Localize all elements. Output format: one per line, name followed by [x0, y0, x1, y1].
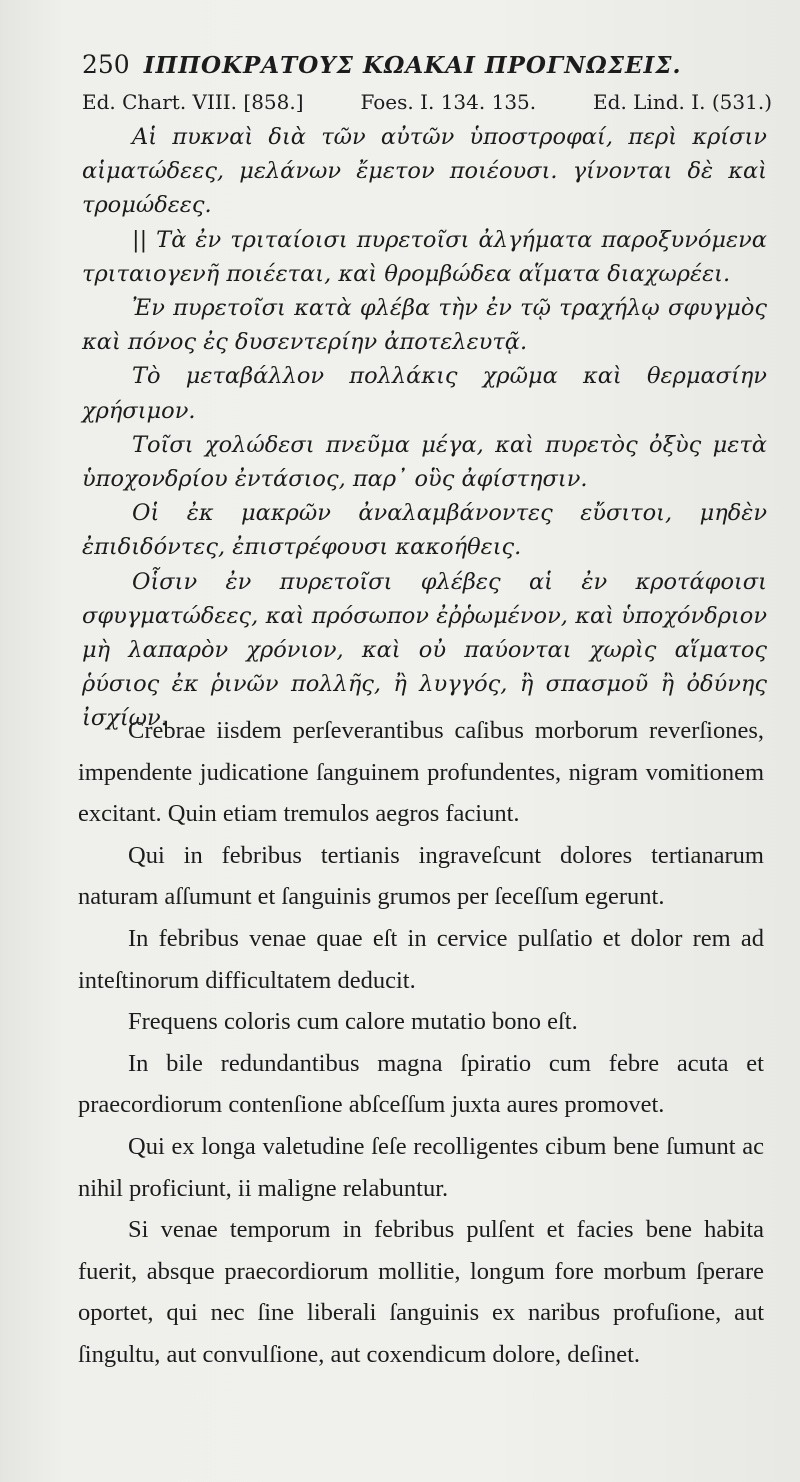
edition-chartier: Ed. Chart. VIII. [858.]	[82, 90, 304, 114]
latin-paragraph: Frequens coloris cum calore mutatio bono eſt.	[128, 1008, 578, 1036]
greek-paragraph: Οἷσιν ἐν πυρετοῖσι φλέβες αἱ ἐν κροτάφοισι σφυγματώδεες, καὶ πρόσωπον ἐῤῥωμένον, καὶ ὑποχόνδριον μὴ λαπαρὸν χρόνιον, καὶ οὐ παύονται χωρὶς αἵματος ῥύσιος ἐκ ῥινῶν πολλῆς, ἢ λυγγός, ἢ σπασμοῦ ἢ ὀδύνης ἰσχίων.	[82, 568, 767, 732]
latin-paragraph: In bile redundantibus magna ſpiratio cum febre acuta et praecordiorum contenſione abſceſſum juxta aures promovet.	[78, 1049, 764, 1119]
greek-text-block	[82, 120, 767, 736]
latin-text-block	[78, 710, 764, 1376]
edition-references	[82, 90, 772, 114]
edition-foes: Foes. I. 134. 135.	[360, 90, 537, 114]
latin-paragraph: Si venae temporum in febribus pulſent et facies bene habita fuerit, absque praecordiorum mollitie, longum fore morbum ſperare oportet, qui nec ſine liberali ſanguinis ex naribus profuſione, aut ſingultu, aut convulſione, aut coxendicum dolore, deſinet.	[78, 1216, 764, 1368]
latin-paragraph: Qui in febribus tertianis ingraveſcunt dolores tertianarum naturam aſſumunt et ſanguinis grumos per ſeceſſum egerunt.	[78, 841, 764, 911]
greek-paragraph: Αἱ πυκναὶ διὰ τῶν αὐτῶν ὑποστροφαί, περὶ κρίσιν αἱματώδεες, μελάνων ἔμετον ποιέουσι. γίνονται δὲ καὶ τρομώδεες.	[82, 124, 767, 219]
latin-paragraph: In febribus venae quae eſt in cervice pulſatio et dolor rem ad inteſtinorum difficultatem deducit.	[78, 924, 764, 994]
page-number: 250	[82, 50, 130, 79]
greek-paragraph: || Τὰ ἐν τριταίοισι πυρετοῖσι ἀλγήματα παροξυνόμενα τριταιογενῆ ποιέεται, καὶ θρομβώδεα αἵματα διαχωρέει.	[82, 226, 767, 287]
running-title: ΙΠΠΟΚΡΑΤΟΥΣ ΚΩΑΚΑΙ ΠΡΟΓΝΩΣΕΙΣ.	[143, 52, 682, 79]
latin-paragraph: Crebrae iisdem perſeverantibus caſibus morborum reverſiones, impendente judicatione ſanguinem profundentes, nigram vomitionem excitant. Quin etiam tremulos aegros faciunt.	[78, 717, 764, 828]
greek-paragraph: Τὸ μεταβάλλον πολλάκις χρῶμα καὶ θερμασίην χρήσιμον.	[82, 363, 767, 424]
edition-linden: Ed. Lind. I. (531.)	[593, 90, 772, 114]
greek-paragraph: Ἐν πυρετοῖσι κατὰ φλέβα τὴν ἐν τῷ τραχήλῳ σφυγμὸς καὶ πόνος ἐς δυσεντερίην ἀποτελευτᾷ.	[82, 295, 767, 356]
greek-paragraph: Τοῖσι χολώδεσι πνεῦμα μέγα, καὶ πυρετὸς ὀξὺς μετὰ ὑποχονδρίου ἐντάσιος, παρ᾽ οὓς ἀφίστησιν.	[82, 431, 767, 493]
running-header	[82, 50, 772, 79]
latin-paragraph: Qui ex longa valetudine ſeſe recolligentes cibum bene ſumunt ac nihil proficiunt, ii maligne relabuntur.	[78, 1132, 764, 1202]
greek-paragraph: Οἱ ἐκ μακρῶν ἀναλαμβάνοντες εὔσιτοι, μηδὲν ἐπιδιδόντες, ἐπιστρέφουσι κακοήθεις.	[82, 500, 767, 561]
